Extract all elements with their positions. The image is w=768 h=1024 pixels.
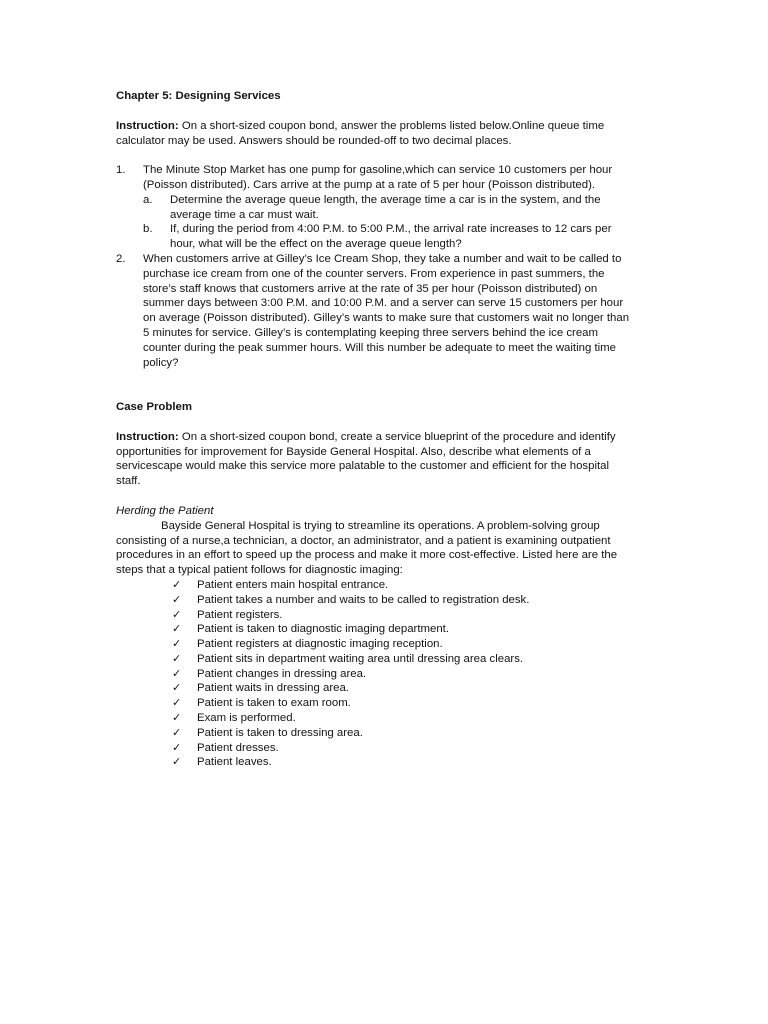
problem-line: policy? bbox=[143, 356, 179, 369]
problem-line: The Minute Stop Market has one pump for gasoline,which can service 10 customers per hour bbox=[143, 164, 613, 177]
checkmark-icon: ✓ bbox=[172, 696, 182, 710]
list-item: ✓ Patient enters main hospital entrance. bbox=[172, 577, 389, 591]
problem-line: When customers arrive at Gilley’s Ice Cream Shop, they take a number and wait to be called to bbox=[143, 252, 622, 265]
problem-1 bbox=[116, 163, 656, 193]
instruction-paragraph-1 bbox=[116, 119, 656, 149]
problem-number: 2. bbox=[116, 252, 126, 265]
problem-line: summer days between 3:00 P.M. and 10:00 P.M. and a server can serve 15 customers per hour bbox=[143, 297, 624, 310]
problem-line: purchase ice cream from one of the counter servers. From experience in past summers, the bbox=[143, 267, 605, 280]
checkmark-icon: ✓ bbox=[172, 651, 182, 665]
case-line: procedures in an effort to speed up the process and make it more cost-effective. Listed here are the bbox=[116, 549, 618, 562]
subitem-letter: b. bbox=[143, 223, 153, 236]
chapter-title: Chapter 5: Designing Services bbox=[116, 90, 281, 102]
problem-line: 5 minutes for service. Gilley’s is contemplating keeping three servers behind the ice cream bbox=[143, 326, 598, 339]
problem-2 bbox=[116, 252, 656, 370]
checkmark-icon: ✓ bbox=[172, 740, 182, 754]
list-item: ✓ Patient is taken to diagnostic imaging department. bbox=[172, 622, 450, 636]
case-line: Bayside General Hospital is trying to streamline its operations. A problem-solving group bbox=[161, 519, 600, 532]
instruction-paragraph-2 bbox=[116, 430, 656, 489]
list-item: ✓ Patient takes a number and waits to be called to registration desk. bbox=[172, 592, 530, 606]
checkmark-icon: ✓ bbox=[172, 607, 182, 621]
case-line: steps that a typical patient follows for diagnostic imaging: bbox=[116, 564, 403, 577]
instruction-line: Instruction: On a short-sized coupon bond, answer the problems listed below.Online queue time bbox=[116, 119, 605, 132]
case-paragraph bbox=[116, 519, 656, 578]
problem-line: (Poisson distributed). Cars arrive at the pump at a rate of 5 per hour (Poisson distributed). bbox=[143, 178, 596, 191]
list-item: ✓ Exam is performed. bbox=[172, 711, 296, 725]
subitem-line: Determine the average queue length, the average time a car is in the system, and the bbox=[170, 193, 601, 206]
list-item: ✓ Patient is taken to exam room. bbox=[172, 696, 351, 710]
instruction-line: calculator may be used. Answers should be rounded-off to two decimal places. bbox=[116, 134, 512, 147]
checkmark-icon: ✓ bbox=[172, 637, 182, 651]
problem-line: counter during the peak summer hours. Will this number be adequate to meet the waiting time bbox=[143, 341, 616, 354]
checkmark-icon: ✓ bbox=[172, 622, 182, 636]
subitem-line: average time a car must wait. bbox=[170, 208, 319, 221]
instruction-line: opportunities for improvement for Bayside General Hospital. Also, describe what elements of a bbox=[116, 445, 591, 458]
list-item: ✓ Patient waits in dressing area. bbox=[172, 681, 349, 695]
instruction-line: staff. bbox=[116, 475, 141, 488]
instruction-line: servicescape would make this service more palatable to the customer and efficient for the hospital bbox=[116, 460, 610, 473]
instruction-line: Instruction: On a short-sized coupon bond, create a service blueprint of the procedure and identify bbox=[116, 430, 616, 443]
case-problem-title: Case Problem bbox=[116, 400, 192, 413]
list-item: ✓ Patient registers. bbox=[172, 607, 283, 621]
list-item: ✓ Patient leaves. bbox=[172, 755, 272, 769]
problem-number: 1. bbox=[116, 164, 126, 177]
problem-1b bbox=[116, 222, 656, 252]
checkmark-icon: ✓ bbox=[172, 725, 182, 739]
list-item: ✓ Patient is taken to dressing area. bbox=[172, 725, 363, 739]
problem-1a bbox=[116, 193, 656, 223]
patient-steps-list bbox=[116, 578, 656, 770]
checkmark-icon: ✓ bbox=[172, 577, 182, 591]
instruction-label: Instruction: bbox=[116, 119, 179, 132]
list-item: ✓ Patient sits in department waiting area until dressing area clears. bbox=[172, 651, 524, 665]
problem-line: store’s staff knows that customers arrive at the rate of 35 per hour (Poisson distributed) on bbox=[143, 282, 598, 295]
document-content bbox=[116, 89, 656, 770]
checkmark-icon: ✓ bbox=[172, 711, 182, 725]
problem-line: on average (Poisson distributed). Gilley’s wants to make sure that customers wait no longer than bbox=[143, 312, 630, 325]
checkmark-icon: ✓ bbox=[172, 681, 182, 695]
subitem-line: If, during the period from 4:00 P.M. to 5:00 P.M., the arrival rate increases to 12 cars per bbox=[170, 223, 612, 236]
subitem-line: hour, what will be the effect on the average queue length? bbox=[170, 238, 462, 251]
checkmark-icon: ✓ bbox=[172, 755, 182, 769]
list-item: ✓ Patient registers at diagnostic imaging reception. bbox=[172, 637, 443, 651]
subitem-letter: a. bbox=[143, 193, 153, 206]
checkmark-icon: ✓ bbox=[172, 666, 182, 680]
checkmark-icon: ✓ bbox=[172, 592, 182, 606]
case-title: Herding the Patient bbox=[116, 504, 214, 517]
list-item: ✓ Patient dresses. bbox=[172, 740, 279, 754]
list-item: ✓ Patient changes in dressing area. bbox=[172, 666, 367, 680]
instruction-label: Instruction: bbox=[116, 430, 179, 443]
case-line: consisting of a nurse,a technician, a doctor, an administrator, and a patient is examining outpatient bbox=[116, 534, 611, 547]
